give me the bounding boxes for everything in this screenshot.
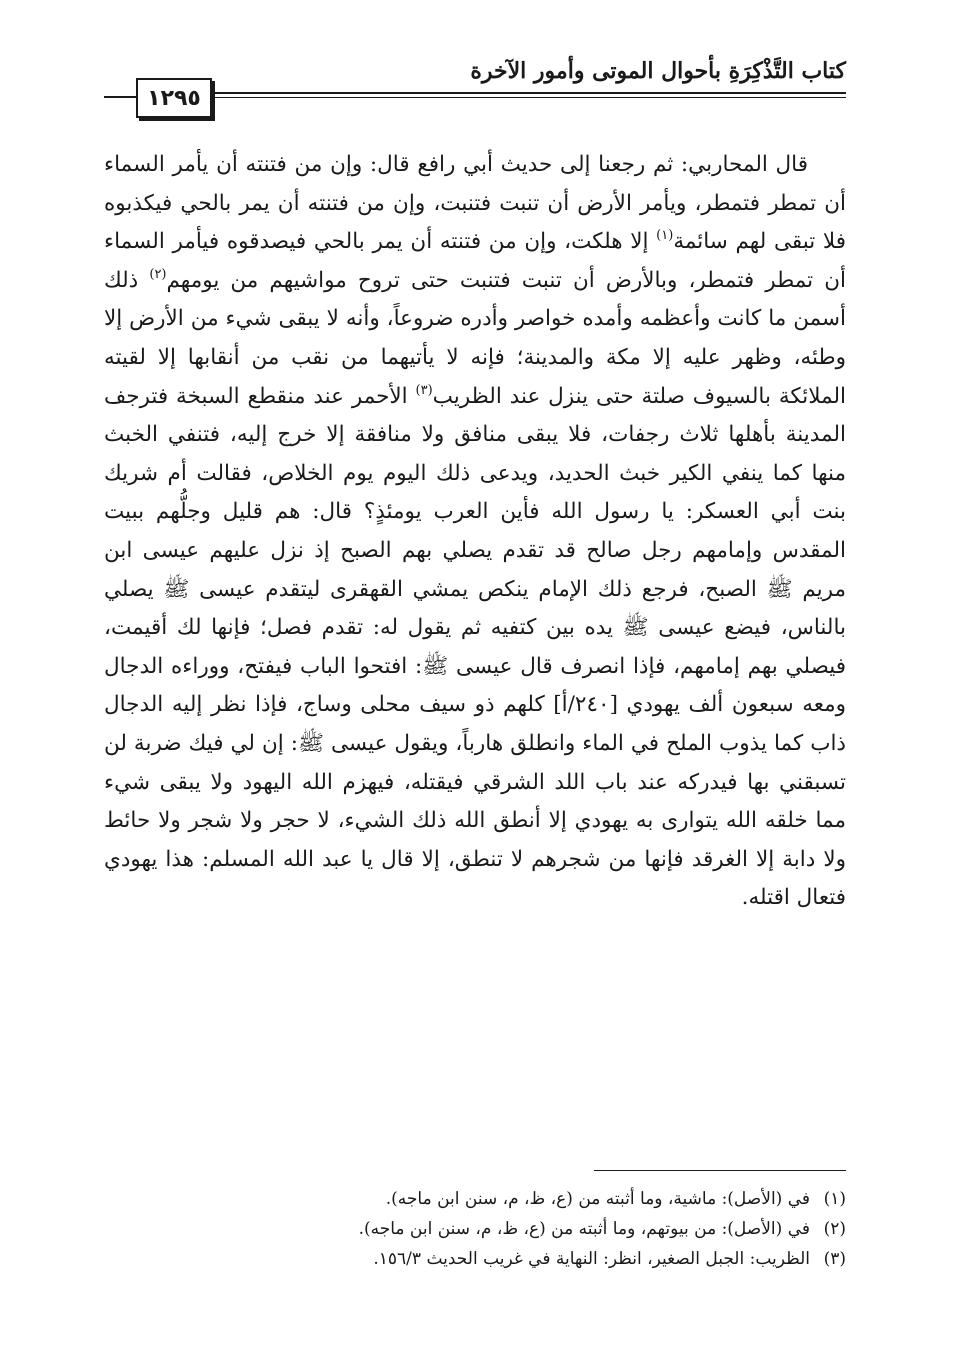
main-text [104,146,846,918]
footnote [104,1214,846,1244]
page-number: ١٢٩٥ [136,78,212,118]
header-rule-thin [210,97,846,98]
footnote-marker: (٢) [149,266,167,282]
header-rule [210,92,846,94]
footnotes [104,1184,846,1274]
paragraph [104,146,846,918]
text-run: قال المحاربي: ثم رجعنا إلى حديث أبي رافع قال: وإن من فتنته أن يأمر السماء أن تمطر فتمطر، ويأمر الأرض أن تنبت فتنبت، وإن من فتنته أن يمر بالحي فيكذبوه فلا تبقى لهم سائمة [104,152,847,255]
footnote-marker: (١) [656,228,674,244]
footnote-number: (١) [823,1189,846,1209]
text-run: الأحمر عند منقطع السبخة فترجف المدينة بأهلها ثلاث رجفات، فلا يبقى منافق ولا منافقة إلا خرج إليه، فتنفي الخبث منها كما ينفي الكير خبث الحديد، ويدعى ذلك اليوم يوم الخلاص، فقالت أم شريك بنت أبي العسكر: يا رسول الله فأين العرب يومئذٍ؟ قال: هم قليل وجلُّهم ببيت المقدس وإمامهم رجل صالح قد تقدم يصلي بهم الصبح إذ نزل عليهم عيسى ابن مريم ﷺ الصبح، فرجع ذلك الإمام ينكص يمشي القهقرى ليتقدم عيسى ﷺ يصلي بالناس، فيضع عيسى ﷺ يده بين كتفيه ثم يقول له: تقدم فصل؛ فإنها لك أقيمت، فيصلي بهم إمامهم، فإذا انصرف قال عيسى ﷺ: افتحوا الباب فيفتح، ووراءه الدجال ومعه سبعون ألف يهودي [٢٤٠/أ] كلهم ذو سيف محلى وساج، فإذا نظر إليه الدجال ذاب كما يذوب الملح في الماء وانطلق هارباً، ويقول عيسى ﷺ: إن لي فيك ضربة لن تسبقني بها فيدركه عند باب اللد الشرقي فيقتله، فيهزم الله اليهود ولا يبقى شيء مما خلقه الله يتوارى به يهودي إلا أنطق الله ذلك الشيء، لا حجر ولا شجر ولا حائط ولا دابة إلا الغرقد فإنها من شجرهم لا تنطق، إلا قال يا عبد الله المسلم: هذا يهودي فتعال اقتله. [104,383,846,911]
footnote-number: (٢) [823,1219,846,1239]
running-title: كتاب التَّذْكِرَةِ بأحوال الموتى وأمور الآخرة [470,58,846,84]
footnote-marker: (٣) [415,382,433,398]
footnote-text: في (الأصل): من بيوتهم، وما أثبته من (ع، ظ، م، سنن ابن ماجه). [358,1219,810,1239]
footnote-number: (٣) [823,1249,846,1269]
footnote-text: في (الأصل): ماشية، وما أثبته من (ع، ظ، م، سنن ابن ماجه). [385,1189,810,1209]
header-rule-left [104,96,136,98]
text-run: ذلك أسمن ما كانت وأعظمه وأمده خواصر وأدره ضروعاً، وأنه لا يبقى شيء من الأرض إلا وطئه، وظهر عليه إلا مكة والمدينة؛ فإنه لا يأتيهما من نقب من أنقابها إلا لقيته الملائكة بالسيوف صلتة حتى ينزل عند الظريب [104,267,846,409]
text-run: إلا هلكت، وإن من فتنته أن يمر بالحي فيصدقوه فيأمر السماء أن تمطر فتمطر، وبالأرض أن تنبت فتنبت حتى تروح مواشيهم من يومهم [104,229,846,293]
footnote [104,1184,846,1214]
footnote-text: الظريب: الجبل الصغير، انظر: النهاية في غريب الحديث ١٥٦/٣. [373,1249,810,1269]
footnote-separator [594,1170,846,1171]
footnote [104,1244,846,1274]
